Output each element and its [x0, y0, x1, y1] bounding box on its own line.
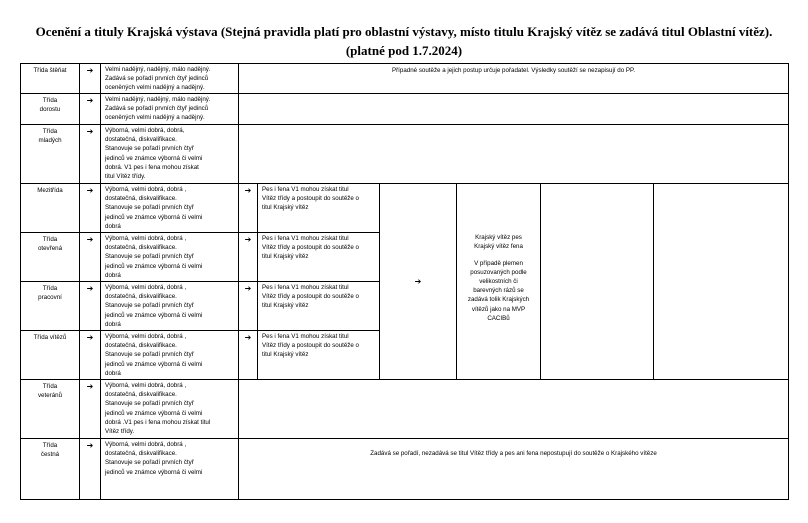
- validity-date: (platné pod 1.7.2024): [345, 43, 463, 58]
- table-row: [21, 64, 789, 94]
- class-name: [21, 331, 80, 380]
- grading-description-line: jedinců ve známce výborná či velmi: [105, 468, 203, 476]
- grading-description-line: Výborná, velmi dobrá, dobrá ,: [105, 441, 187, 449]
- competition-note: Případné soutěže a jejich postup určuje pořadatel. Výsledky soutěží se nezapisují do PP.: [239, 64, 789, 94]
- grading-description-line: Stanovuje se pořadí prvních čtyř: [105, 459, 194, 467]
- grading-description-line: Vítěz třídy.: [105, 427, 135, 435]
- arrow-right-icon: ➔: [80, 282, 101, 331]
- empty-cell: [654, 184, 789, 380]
- title-rule-line: Vítěz třídy a postoupit do soutěže o: [262, 293, 359, 301]
- class-name: [21, 125, 80, 184]
- empty-cell: [239, 94, 789, 125]
- grading-description-line: Výborná, velmi dobrá, dobrá ,: [105, 284, 187, 292]
- arrow-right-icon: ➔: [80, 380, 101, 439]
- grading-description-line: Výborná, velmi dobrá, dobrá,: [105, 127, 185, 135]
- class-name-line: Třída vítězů: [33, 334, 67, 342]
- grading-description-line: Stanovuje se pořadí prvních čtyř: [105, 253, 194, 261]
- grading-description-line: dostatečná, diskvalifikace.: [105, 391, 177, 399]
- title-rule-line: titul Krajský vítěz: [262, 204, 309, 212]
- grading-description-line: Výborná, velmi dobrá, dobrá ,: [105, 186, 187, 194]
- grading-description: [101, 380, 239, 439]
- title-rule-line: Pes i fena V1 mohou získat titul: [262, 333, 349, 341]
- class-name-line: dorostu: [39, 106, 61, 114]
- title-rule: [258, 331, 380, 380]
- table-row: [21, 184, 789, 233]
- grading-description-line: dostatečná, diskvalifikace.: [105, 342, 177, 350]
- title-rule-line: Vítěz třídy a postoupit do soutěže o: [262, 342, 359, 350]
- class-name-line: Mezitřída: [37, 187, 63, 195]
- class-name-line: Třída: [42, 383, 58, 391]
- class-name-line: čestná: [40, 451, 60, 459]
- grading-description-line: dobrá: [105, 271, 121, 279]
- grading-description-line: oceněných velmi nadějný a nadějný.: [105, 84, 205, 92]
- class-name-line: Třída: [42, 128, 58, 136]
- grading-description-line: dobrá: [105, 369, 121, 377]
- grading-description-line: dostatečná, diskvalifikace.: [105, 136, 177, 144]
- grading-description-line: Stanovuje se pořadí prvních čtyř: [105, 145, 194, 153]
- grading-description-line: dobrá. V1 pes i fena mohou získat: [105, 163, 199, 171]
- grading-description-line: Stanovuje se pořadí prvních čtyř: [105, 400, 194, 408]
- title-rule: [258, 282, 380, 331]
- regional-winner-title: Krajský vítěz fena: [474, 242, 523, 250]
- awards-table: [20, 63, 789, 500]
- table-row: [21, 94, 789, 125]
- grading-description: [101, 282, 239, 331]
- class-name: [21, 64, 80, 94]
- title-rule: [258, 184, 380, 233]
- class-name-line: mladých: [38, 137, 62, 145]
- class-name-line: veteránů: [37, 392, 63, 400]
- regional-winner-titles: [465, 233, 532, 251]
- grading-description: [101, 64, 239, 94]
- title-rule-line: Vítěz třídy a postoupit do soutěže o: [262, 244, 359, 252]
- grading-description-line: Velmi nadějný, nadějný, málo nadějný.: [105, 66, 211, 73]
- table-row: [21, 380, 789, 439]
- grading-description-line: jedinců ve známce výborná či velmi: [105, 311, 203, 319]
- title-rule-line: Vítěz třídy a postoupit do soutěže o: [262, 195, 359, 203]
- title-rule: [258, 233, 380, 282]
- empty-cell: [541, 184, 654, 380]
- honorary-class-note: Zadává se pořadí, nezadává se titul Vítěz třídy a pes ani fena nepostupují do soutěže o Krajského vítěze: [239, 439, 789, 500]
- grading-description-line: dobrá: [105, 222, 121, 230]
- class-name-line: Třída: [42, 97, 58, 105]
- grading-description-line: dobrá .V1 pes i fena mohou získat titul: [105, 418, 211, 426]
- variety-note-line: zadává tolik Krajských: [467, 296, 530, 304]
- arrow-right-icon: ➔: [80, 125, 101, 184]
- grading-description-line: Stanovuje se pořadí prvních čtyř: [105, 204, 194, 212]
- grading-description-line: Zadává se pořadí prvních čtyř jedinců: [105, 105, 209, 113]
- arrow-right-icon: ➔: [239, 184, 258, 233]
- class-name: [21, 233, 80, 282]
- regional-winner-title: Krajský vítěz pes: [475, 233, 522, 241]
- variety-note: [465, 259, 532, 323]
- grading-description-line: titul Vítěz třídy.: [105, 172, 146, 180]
- grading-description-line: Zadává se pořadí prvních čtyř jedinců: [105, 75, 209, 83]
- grading-description-line: dostatečná, diskvalifikace.: [105, 195, 177, 203]
- class-name-line: Třída: [42, 285, 58, 293]
- variety-note-line: barevných rázů se: [473, 287, 524, 295]
- arrow-right-icon: ➔: [239, 331, 258, 380]
- class-name: [21, 439, 80, 500]
- grading-description-line: jedinců ve známce výborná či velmi: [105, 262, 203, 270]
- table-row: [21, 125, 789, 184]
- class-name: [21, 282, 80, 331]
- class-name-line: otevřená: [37, 245, 63, 253]
- grading-description-line: dostatečná, diskvalifikace.: [105, 450, 177, 458]
- grading-description: [101, 331, 239, 380]
- grading-description: [101, 94, 239, 125]
- grading-description-line: Výborná, velmi dobrá, dobrá ,: [105, 235, 187, 243]
- grading-description: [101, 125, 239, 184]
- class-name: [21, 184, 80, 233]
- arrow-right-icon: ➔: [239, 282, 258, 331]
- document-title: Ocenění a tituly Krajská výstava (Stejná pravidla platí pro oblastní výstavy, místo titulu Krajský vítěz se zadává titul Oblastní vítěz).: [35, 24, 773, 39]
- grading-description-line: Stanovuje se pořadí prvních čtyř: [105, 302, 194, 310]
- empty-cell: [239, 380, 789, 439]
- title-rule-line: titul Krajský vítěz: [262, 351, 309, 359]
- empty-cell: [239, 125, 789, 184]
- class-name: [21, 380, 80, 439]
- grading-description-line: dobrá: [105, 320, 121, 328]
- class-name-line: pracovní: [38, 294, 62, 302]
- title-rule-line: titul Krajský vítěz: [262, 253, 309, 261]
- arrow-right-icon: ➔: [80, 439, 101, 500]
- grading-description-line: Stanovuje se pořadí prvních čtyř: [105, 351, 194, 359]
- class-name-line: Třída: [42, 442, 58, 450]
- grading-description-line: oceněných velmi nadějný a nadějný.: [105, 114, 205, 122]
- title-rule-line: Pes i fena V1 mohou získat titul: [262, 235, 349, 243]
- arrow-right-icon: ➔: [80, 233, 101, 282]
- variety-note-line: posuzovaných podle: [470, 269, 527, 277]
- grading-description-line: jedinců ve známce výborná či velmi: [105, 409, 203, 417]
- regional-winner-cell: [457, 184, 541, 380]
- arrow-right-icon: ➔: [80, 184, 101, 233]
- arrow-right-icon: ➔: [80, 331, 101, 380]
- title-rule-line: titul Krajský vítěz: [262, 302, 309, 310]
- grading-description: [101, 439, 239, 500]
- title-rule-line: Pes i fena V1 mohou získat titul: [262, 186, 349, 194]
- class-name-line: Třída: [42, 236, 58, 244]
- title-rule-line: Pes i fena V1 mohou získat titul: [262, 284, 349, 292]
- grading-description-line: Velmi nadějný, nadějný, málo nadějný.: [105, 96, 211, 104]
- arrow-right-icon: ➔: [239, 233, 258, 282]
- grading-description-line: jedinců ve známce výborná či velmi: [105, 154, 203, 162]
- grading-description-line: dostatečná, diskvalifikace.: [105, 293, 177, 301]
- grading-description: [101, 184, 239, 233]
- variety-note-line: V případě plemen: [474, 260, 523, 268]
- grading-description-line: Výborná, velmi dobrá, dobrá ,: [105, 382, 187, 390]
- grading-description: [101, 233, 239, 282]
- grading-description-line: dostatečná, diskvalifikace.: [105, 244, 177, 252]
- variety-note-line: CACIBů: [487, 314, 510, 322]
- variety-note-line: velikostních či: [479, 278, 518, 286]
- arrow-right-icon: ➔: [380, 184, 457, 380]
- arrow-right-icon: ➔: [80, 94, 101, 125]
- variety-note-line: vítězů jako na MVP: [471, 305, 526, 313]
- grading-description-line: jedinců ve známce výborná či velmi: [105, 213, 203, 221]
- arrow-right-icon: ➔: [80, 64, 101, 94]
- grading-description-line: Výborná, velmi dobrá, dobrá ,: [105, 333, 187, 341]
- table-row: [21, 439, 789, 500]
- grading-description-line: jedinců ve známce výborná či velmi: [105, 360, 203, 368]
- class-name-line: Třída štěňat: [33, 67, 67, 74]
- class-name: [21, 94, 80, 125]
